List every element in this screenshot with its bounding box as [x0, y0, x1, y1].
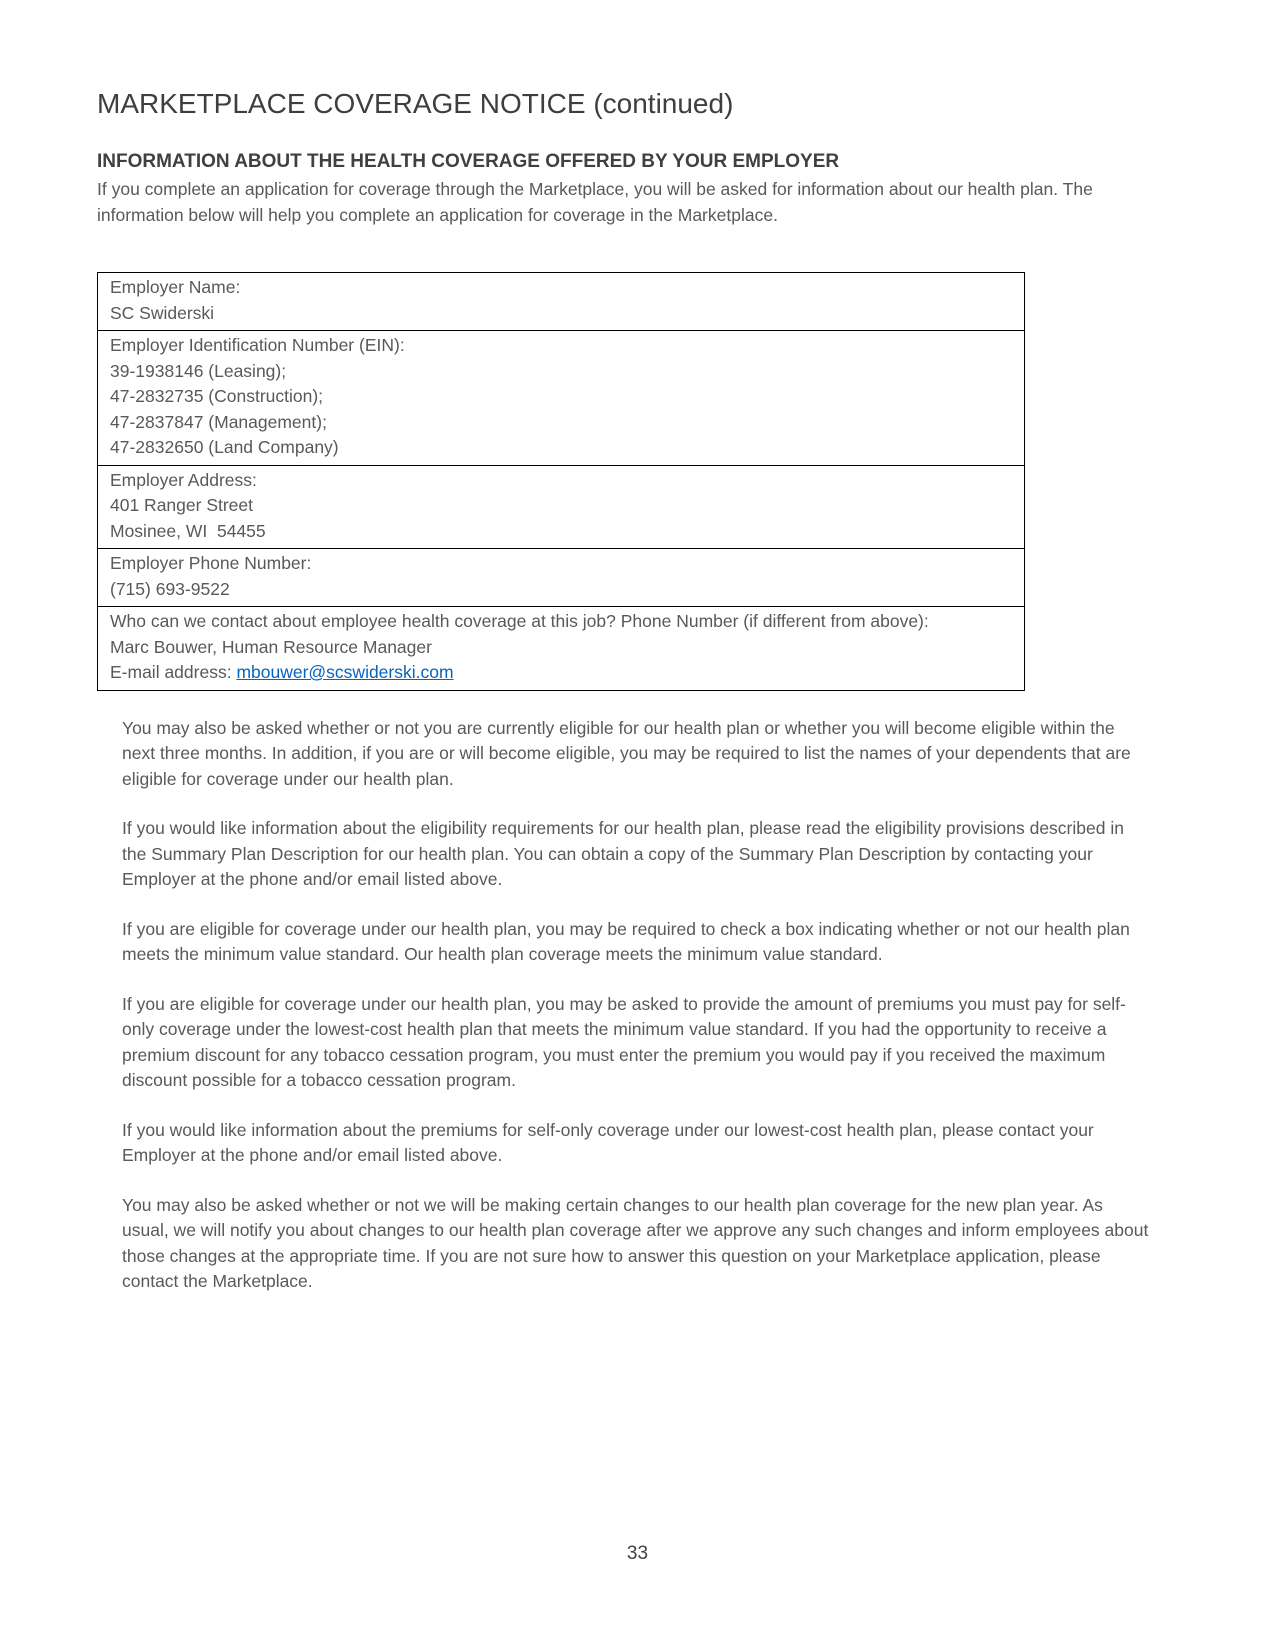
employer-phone-label: Employer Phone Number:: [110, 553, 312, 573]
employer-info-table: [97, 272, 1025, 691]
bullet-square-icon: [97, 917, 122, 968]
bullet-text: If you are eligible for coverage under our health plan, you may be asked to provide the amount of premiums you must pay for self-only coverage under the lowest-cost health plan that meets the minimum value standard. If you had the opportunity to receive a premium discount for any tobacco cessation program, you must enter the premium you would pay if you received the maximum discount possible for a tobacco cessation program.: [122, 993, 1126, 1090]
bullet-item: [97, 816, 1180, 893]
employer-ein-label: Employer Identification Number (EIN):: [110, 335, 405, 355]
ein-construction: 47-2832735 (Construction);: [110, 386, 324, 406]
bullet-text: If you are eligible for coverage under our health plan, you may be required to check a box indicating whether or not our health plan meets the minimum value standard. Our health plan coverage meets the minimum value standard.: [122, 918, 1130, 964]
bullet-text: You may also be asked whether or not we will be making certain changes to our health plan coverage for the new plan year. As usual, we will notify you about changes to our health plan coverage after we approve any such changes and inform employees about those changes at the appropriate time. If you are not sure how to answer this question on your Marketplace application, please contact the Marketplace.: [122, 1194, 1149, 1291]
intro-paragraph: If you complete an application for coverage through the Marketplace, you will be asked for information about our health plan. The information below will help you complete an application for coverage in the Marketplace.: [97, 179, 1093, 225]
employer-name-value: SC Swiderski: [110, 302, 215, 323]
address-street: 401 Ranger Street: [110, 495, 254, 515]
page-title: MARKETPLACE COVERAGE NOTICE (continued): [97, 88, 734, 119]
table-row: [98, 465, 1025, 549]
employer-address-label: Employer Address:: [110, 469, 257, 490]
bullet-item: [97, 1118, 1180, 1169]
ein-leasing: 39-1938146 (Leasing);: [110, 360, 287, 381]
bullet-square-icon: [97, 1193, 122, 1295]
bullet-item: [97, 716, 1180, 793]
employer-name-label: Employer Name:: [110, 277, 241, 297]
bullet-text: If you would like information about the eligibility requirements for our health plan, please read the eligibility provisions described in the Summary Plan Description for our health plan. You can obtain a copy of the Summary Plan Description by contacting your Employer at the phone and/or email listed above.: [122, 818, 1124, 889]
document-body: [97, 88, 1180, 1319]
ein-land-company: 47-2832650 (Land Company): [110, 437, 339, 457]
bullet-square-icon: [97, 716, 122, 793]
section-heading: INFORMATION ABOUT THE HEALTH COVERAGE OFFERED BY YOUR EMPLOYER: [97, 151, 840, 172]
email-line: [110, 660, 1012, 686]
bullet-square-icon: [97, 1118, 122, 1169]
email-label: E-mail address:: [110, 662, 237, 682]
contact-question: Who can we contact about employee health coverage at this job? Phone Number (if different from above):: [110, 611, 929, 631]
bullet-item: [97, 917, 1180, 968]
contact-name: Marc Bouwer, Human Resource Manager: [110, 636, 432, 657]
table-row: [98, 607, 1025, 691]
table-row: [98, 549, 1025, 607]
bullet-text: If you would like information about the premiums for self-only coverage under our lowest-cost health plan, please contact your Employer at the phone and/or email listed above.: [122, 1119, 1094, 1165]
bullet-item: [97, 992, 1180, 1094]
employer-phone-value: (715) 693-9522: [110, 578, 230, 599]
bullet-item: [97, 1193, 1180, 1295]
bullet-square-icon: [97, 992, 122, 1094]
table-row: [98, 331, 1025, 466]
page-number: 33: [626, 1543, 649, 1564]
table-row: [98, 273, 1025, 331]
email-link[interactable]: mbouwer@scswiderski.com: [236, 662, 454, 682]
bullet-list: [97, 716, 1180, 1295]
ein-management: 47-2837847 (Management);: [110, 411, 327, 432]
address-city-state-zip: Mosinee, WI 54455: [110, 520, 266, 541]
bullet-text: You may also be asked whether or not you are currently eligible for our health plan or whether you will become eligible within the next three months. In addition, if you are or will become eligible, you may be required to list the names of your dependents that are eligible for coverage under our health plan.: [122, 717, 1131, 789]
bullet-square-icon: [97, 816, 122, 893]
